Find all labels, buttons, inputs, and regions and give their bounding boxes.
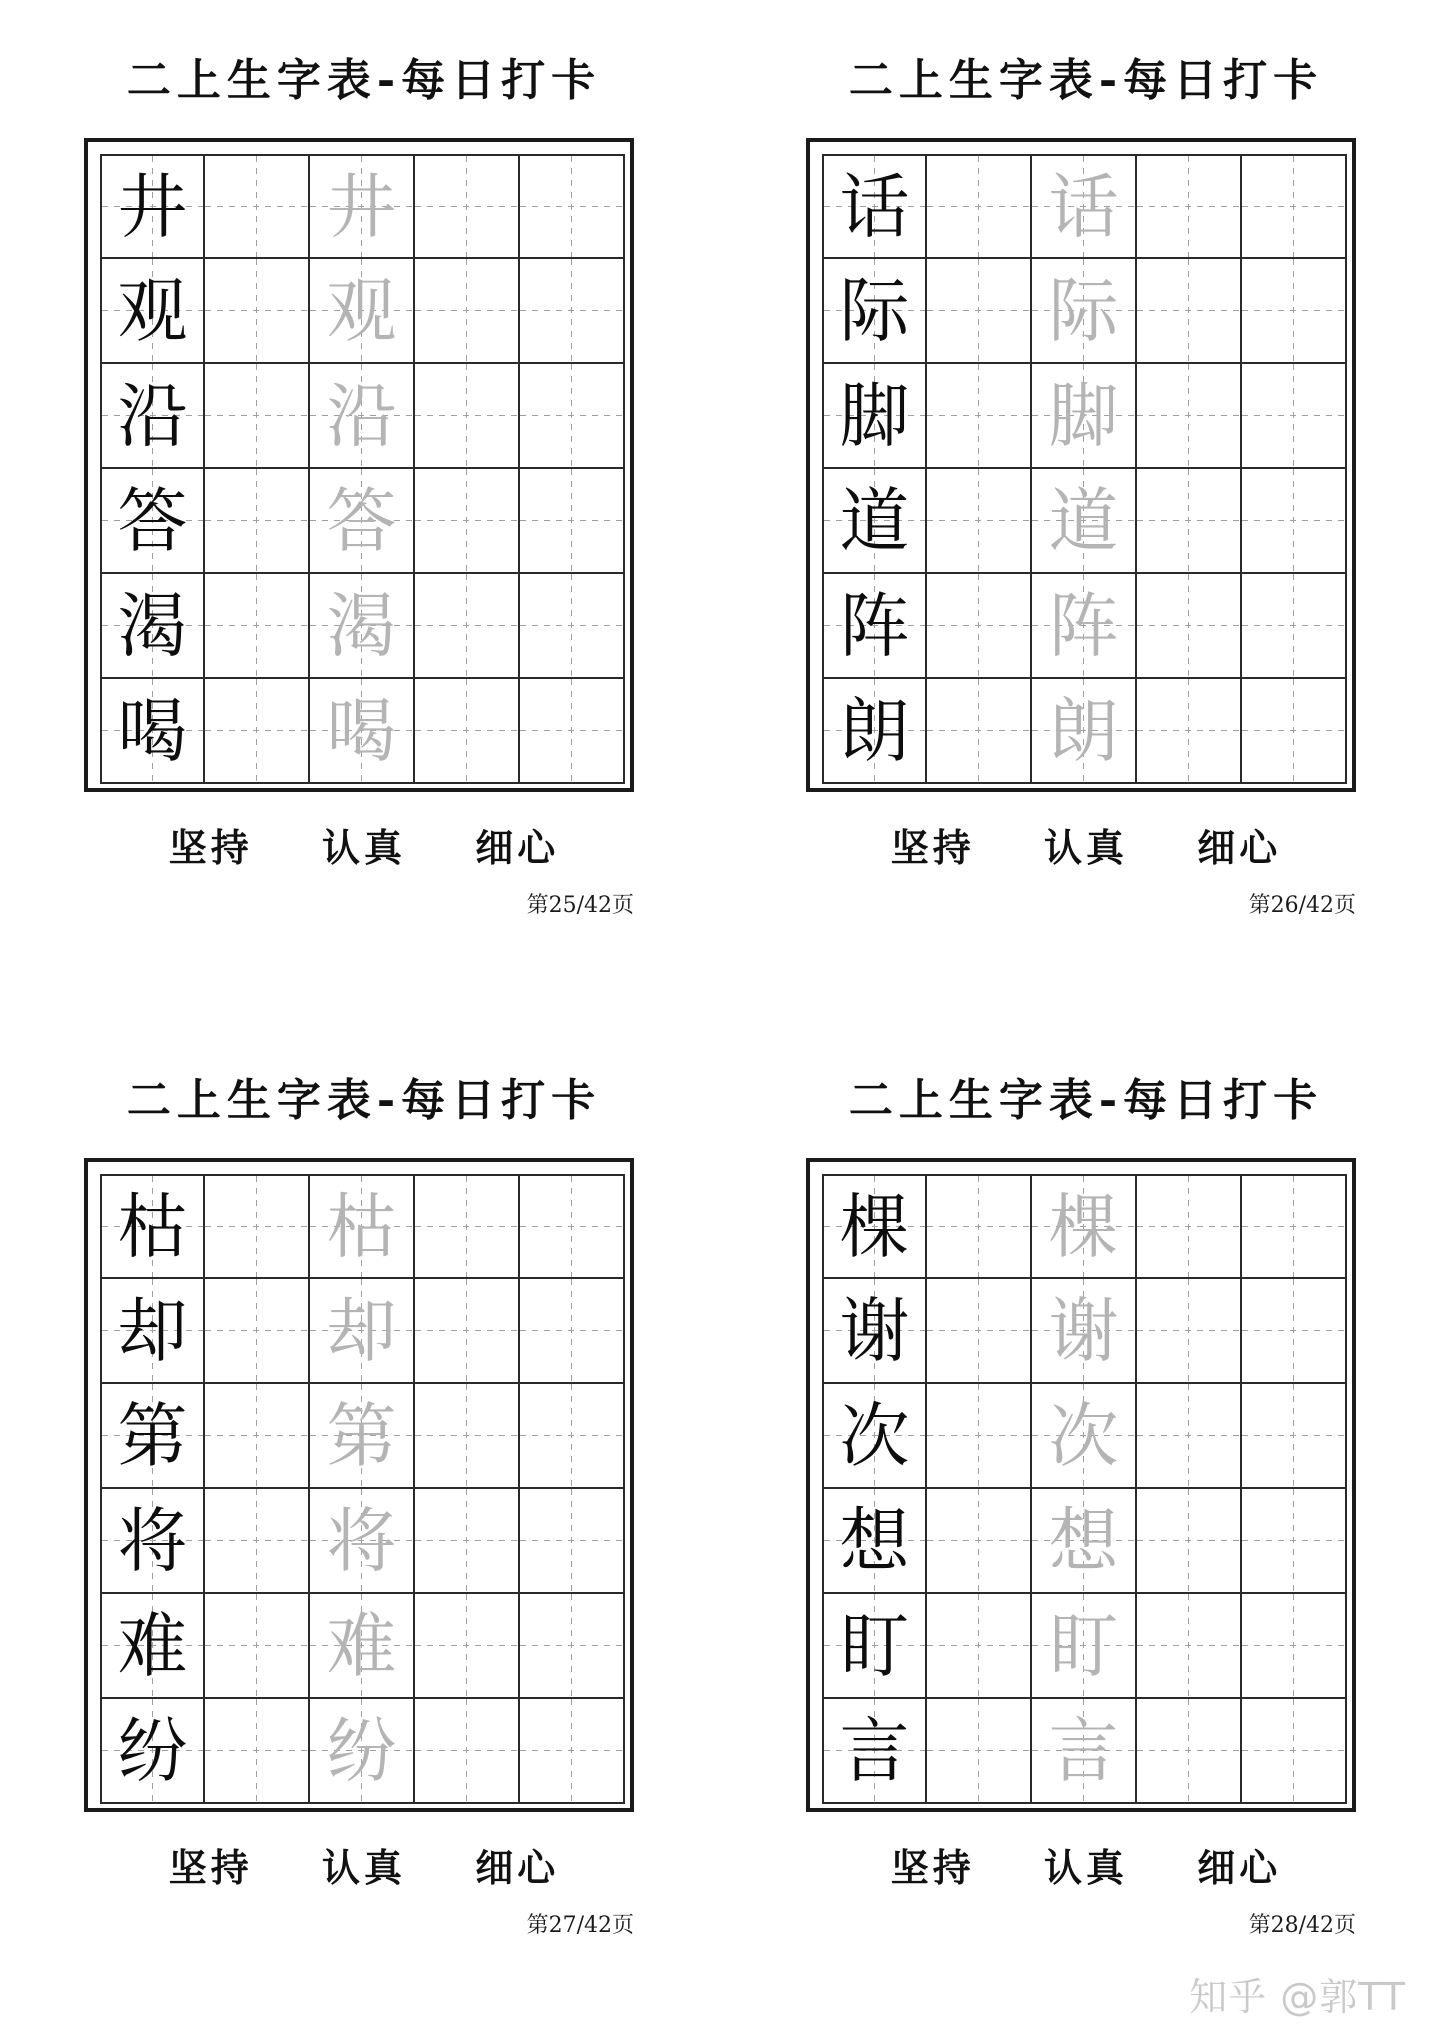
grid-cell bbox=[520, 364, 625, 469]
grid-cell bbox=[520, 1594, 625, 1699]
motto-item: 坚持 bbox=[890, 825, 975, 870]
grid-cell bbox=[1137, 259, 1242, 364]
grid-cell bbox=[822, 364, 927, 469]
model-character: 喝 bbox=[117, 689, 188, 772]
model-character: 言 bbox=[839, 1709, 910, 1792]
motto-item: 细心 bbox=[1197, 825, 1282, 870]
model-character: 道 bbox=[839, 479, 910, 562]
grid-cell bbox=[822, 1279, 927, 1384]
grid-cell bbox=[415, 1489, 520, 1594]
grid-cell bbox=[1032, 1489, 1137, 1594]
grid-cell bbox=[1137, 469, 1242, 574]
grid-cell bbox=[415, 679, 520, 784]
motto bbox=[84, 1846, 644, 1890]
grid-cell bbox=[1032, 574, 1137, 679]
grid-cell bbox=[415, 259, 520, 364]
grid-cell bbox=[100, 1384, 205, 1489]
grid-cell bbox=[415, 1279, 520, 1384]
trace-character: 际 bbox=[1048, 269, 1119, 352]
grid-cell bbox=[310, 469, 415, 574]
motto bbox=[806, 1846, 1366, 1890]
grid-cell bbox=[205, 1699, 310, 1804]
grid-cell bbox=[927, 469, 1032, 574]
grid-cell bbox=[1242, 469, 1347, 574]
motto-item: 细心 bbox=[475, 825, 560, 870]
page-number: 第27/42页 bbox=[526, 1913, 634, 1938]
grid-cell bbox=[1242, 154, 1347, 259]
grid-cell bbox=[310, 1384, 415, 1489]
grid-cell bbox=[310, 1279, 415, 1384]
page-number: 第25/42页 bbox=[526, 893, 634, 918]
trace-character: 喝 bbox=[326, 689, 397, 772]
grid-cell bbox=[1137, 154, 1242, 259]
model-character: 答 bbox=[117, 479, 188, 562]
grid-cell bbox=[100, 259, 205, 364]
trace-character: 纷 bbox=[326, 1709, 397, 1792]
model-character: 观 bbox=[117, 269, 188, 352]
grid-cell bbox=[1242, 1489, 1347, 1594]
grid-cell bbox=[927, 154, 1032, 259]
grid-cell bbox=[415, 154, 520, 259]
trace-character: 第 bbox=[326, 1394, 397, 1477]
grid-cell bbox=[415, 1174, 520, 1279]
motto-item: 认真 bbox=[1043, 825, 1128, 870]
grid-cell bbox=[100, 154, 205, 259]
practice-grid bbox=[100, 154, 625, 784]
grid-cell bbox=[310, 679, 415, 784]
practice-grid bbox=[822, 154, 1347, 784]
model-character: 棵 bbox=[839, 1185, 910, 1268]
sheet-title: 二上生字表-每日打卡 bbox=[848, 55, 1324, 106]
trace-character: 盯 bbox=[1048, 1604, 1119, 1687]
grid-cell bbox=[1242, 1279, 1347, 1384]
grid-cell bbox=[1032, 679, 1137, 784]
grid-cell bbox=[927, 574, 1032, 679]
grid-cell bbox=[100, 1489, 205, 1594]
trace-character: 次 bbox=[1048, 1394, 1119, 1477]
worksheet-sheet-4 bbox=[806, 1020, 1366, 1970]
grid-cell bbox=[1137, 1279, 1242, 1384]
grid-cell bbox=[100, 679, 205, 784]
grid-cell bbox=[1137, 574, 1242, 679]
grid-cell bbox=[310, 1594, 415, 1699]
grid-cell bbox=[927, 364, 1032, 469]
trace-character: 却 bbox=[326, 1289, 397, 1372]
grid-cell bbox=[822, 1594, 927, 1699]
model-character: 却 bbox=[117, 1289, 188, 1372]
model-character: 际 bbox=[839, 269, 910, 352]
trace-character: 难 bbox=[326, 1604, 397, 1687]
grid-cell bbox=[1242, 1384, 1347, 1489]
model-character: 脚 bbox=[839, 374, 910, 457]
grid-cell bbox=[205, 1489, 310, 1594]
grid-cell bbox=[520, 574, 625, 679]
worksheet-sheet-2 bbox=[806, 0, 1366, 950]
grid-cell bbox=[520, 1384, 625, 1489]
trace-character: 朗 bbox=[1048, 689, 1119, 772]
model-character: 谢 bbox=[839, 1289, 910, 1372]
trace-character: 沿 bbox=[326, 374, 397, 457]
grid-cell bbox=[1137, 1174, 1242, 1279]
grid-cell bbox=[1032, 469, 1137, 574]
trace-character: 谢 bbox=[1048, 1289, 1119, 1372]
grid-cell bbox=[310, 154, 415, 259]
grid-cell bbox=[822, 1384, 927, 1489]
grid-cell bbox=[1242, 1699, 1347, 1804]
grid-cell bbox=[1032, 1279, 1137, 1384]
motto-item: 坚持 bbox=[168, 1845, 253, 1890]
trace-character: 井 bbox=[326, 165, 397, 248]
grid-cell bbox=[205, 1594, 310, 1699]
grid-cell bbox=[100, 469, 205, 574]
page-number: 第26/42页 bbox=[1248, 893, 1356, 918]
grid-cell bbox=[205, 364, 310, 469]
trace-character: 言 bbox=[1048, 1709, 1119, 1792]
motto bbox=[806, 826, 1366, 870]
grid-cell bbox=[205, 469, 310, 574]
model-character: 盯 bbox=[839, 1604, 910, 1687]
grid-cell bbox=[1137, 679, 1242, 784]
trace-character: 阵 bbox=[1048, 584, 1119, 667]
grid-cell bbox=[1242, 1594, 1347, 1699]
practice-grid bbox=[100, 1174, 625, 1804]
motto-item: 细心 bbox=[475, 1845, 560, 1890]
grid-cell bbox=[1242, 574, 1347, 679]
model-character: 想 bbox=[839, 1499, 910, 1582]
worksheet-sheet-3 bbox=[84, 1020, 644, 1970]
grid-cell bbox=[310, 259, 415, 364]
trace-character: 话 bbox=[1048, 165, 1119, 248]
practice-grid-frame bbox=[806, 1158, 1356, 1812]
trace-character: 渴 bbox=[326, 584, 397, 667]
trace-character: 将 bbox=[326, 1499, 397, 1582]
grid-cell bbox=[1137, 1489, 1242, 1594]
grid-cell bbox=[927, 1489, 1032, 1594]
grid-cell bbox=[100, 1699, 205, 1804]
grid-cell bbox=[1032, 1699, 1137, 1804]
grid-cell bbox=[310, 1174, 415, 1279]
model-character: 纷 bbox=[117, 1709, 188, 1792]
grid-cell bbox=[927, 1279, 1032, 1384]
grid-cell bbox=[520, 1279, 625, 1384]
grid-cell bbox=[822, 679, 927, 784]
grid-cell bbox=[415, 364, 520, 469]
grid-cell bbox=[1242, 1174, 1347, 1279]
model-character: 朗 bbox=[839, 689, 910, 772]
grid-cell bbox=[1137, 1594, 1242, 1699]
grid-cell bbox=[100, 364, 205, 469]
sheet-title: 二上生字表-每日打卡 bbox=[126, 55, 602, 106]
grid-cell bbox=[822, 469, 927, 574]
trace-character: 答 bbox=[326, 479, 397, 562]
worksheet-sheet-1 bbox=[84, 0, 644, 950]
grid-cell bbox=[1032, 1174, 1137, 1279]
grid-cell bbox=[1137, 1384, 1242, 1489]
grid-cell bbox=[1032, 259, 1137, 364]
grid-cell bbox=[415, 469, 520, 574]
grid-cell bbox=[822, 1174, 927, 1279]
grid-cell bbox=[205, 154, 310, 259]
grid-cell bbox=[310, 574, 415, 679]
trace-character: 想 bbox=[1048, 1499, 1119, 1582]
model-character: 话 bbox=[839, 165, 910, 248]
grid-cell bbox=[415, 574, 520, 679]
model-character: 难 bbox=[117, 1604, 188, 1687]
trace-character: 枯 bbox=[326, 1185, 397, 1268]
grid-cell bbox=[205, 679, 310, 784]
grid-cell bbox=[822, 574, 927, 679]
grid-cell bbox=[927, 1699, 1032, 1804]
model-character: 枯 bbox=[117, 1185, 188, 1268]
grid-cell bbox=[310, 364, 415, 469]
grid-cell bbox=[100, 1174, 205, 1279]
grid-cell bbox=[415, 1384, 520, 1489]
grid-cell bbox=[1032, 364, 1137, 469]
grid-cell bbox=[822, 154, 927, 259]
practice-grid-frame bbox=[84, 1158, 634, 1812]
grid-cell bbox=[927, 1594, 1032, 1699]
grid-cell bbox=[1242, 364, 1347, 469]
grid-cell bbox=[927, 1384, 1032, 1489]
watermark: 知乎 @郭TT bbox=[1189, 1975, 1406, 2019]
motto bbox=[84, 826, 644, 870]
grid-cell bbox=[1032, 154, 1137, 259]
grid-cell bbox=[100, 1594, 205, 1699]
grid-cell bbox=[205, 574, 310, 679]
grid-cell bbox=[205, 259, 310, 364]
grid-cell bbox=[100, 574, 205, 679]
grid-cell bbox=[310, 1699, 415, 1804]
grid-cell bbox=[1032, 1594, 1137, 1699]
grid-cell bbox=[1137, 1699, 1242, 1804]
grid-cell bbox=[100, 1279, 205, 1384]
model-character: 次 bbox=[839, 1394, 910, 1477]
grid-cell bbox=[520, 154, 625, 259]
grid-cell bbox=[1242, 259, 1347, 364]
model-character: 渴 bbox=[117, 584, 188, 667]
grid-cell bbox=[520, 1174, 625, 1279]
page-number: 第28/42页 bbox=[1248, 1913, 1356, 1938]
motto-item: 认真 bbox=[321, 825, 406, 870]
sheet-title: 二上生字表-每日打卡 bbox=[848, 1075, 1324, 1126]
grid-cell bbox=[1242, 679, 1347, 784]
model-character: 阵 bbox=[839, 584, 910, 667]
grid-cell bbox=[822, 259, 927, 364]
grid-cell bbox=[927, 679, 1032, 784]
grid-cell bbox=[520, 259, 625, 364]
grid-cell bbox=[822, 1489, 927, 1594]
motto-item: 认真 bbox=[1043, 1845, 1128, 1890]
model-character: 沿 bbox=[117, 374, 188, 457]
grid-cell bbox=[415, 1699, 520, 1804]
grid-cell bbox=[310, 1489, 415, 1594]
trace-character: 道 bbox=[1048, 479, 1119, 562]
grid-cell bbox=[927, 1174, 1032, 1279]
grid-cell bbox=[1032, 1384, 1137, 1489]
sheet-title: 二上生字表-每日打卡 bbox=[126, 1075, 602, 1126]
grid-cell bbox=[205, 1174, 310, 1279]
trace-character: 脚 bbox=[1048, 374, 1119, 457]
grid-cell bbox=[927, 259, 1032, 364]
grid-cell bbox=[205, 1384, 310, 1489]
grid-cell bbox=[822, 1699, 927, 1804]
motto-item: 细心 bbox=[1197, 1845, 1282, 1890]
model-character: 第 bbox=[117, 1394, 188, 1477]
grid-cell bbox=[205, 1279, 310, 1384]
grid-cell bbox=[415, 1594, 520, 1699]
grid-cell bbox=[520, 1489, 625, 1594]
practice-grid-frame bbox=[806, 138, 1356, 792]
grid-cell bbox=[1137, 364, 1242, 469]
motto-item: 坚持 bbox=[168, 825, 253, 870]
trace-character: 棵 bbox=[1048, 1185, 1119, 1268]
motto-item: 认真 bbox=[321, 1845, 406, 1890]
grid-cell bbox=[520, 1699, 625, 1804]
practice-grid-frame bbox=[84, 138, 634, 792]
practice-grid bbox=[822, 1174, 1347, 1804]
grid-cell bbox=[520, 469, 625, 574]
model-character: 将 bbox=[117, 1499, 188, 1582]
motto-item: 坚持 bbox=[890, 1845, 975, 1890]
trace-character: 观 bbox=[326, 269, 397, 352]
grid-cell bbox=[520, 679, 625, 784]
model-character: 井 bbox=[117, 165, 188, 248]
